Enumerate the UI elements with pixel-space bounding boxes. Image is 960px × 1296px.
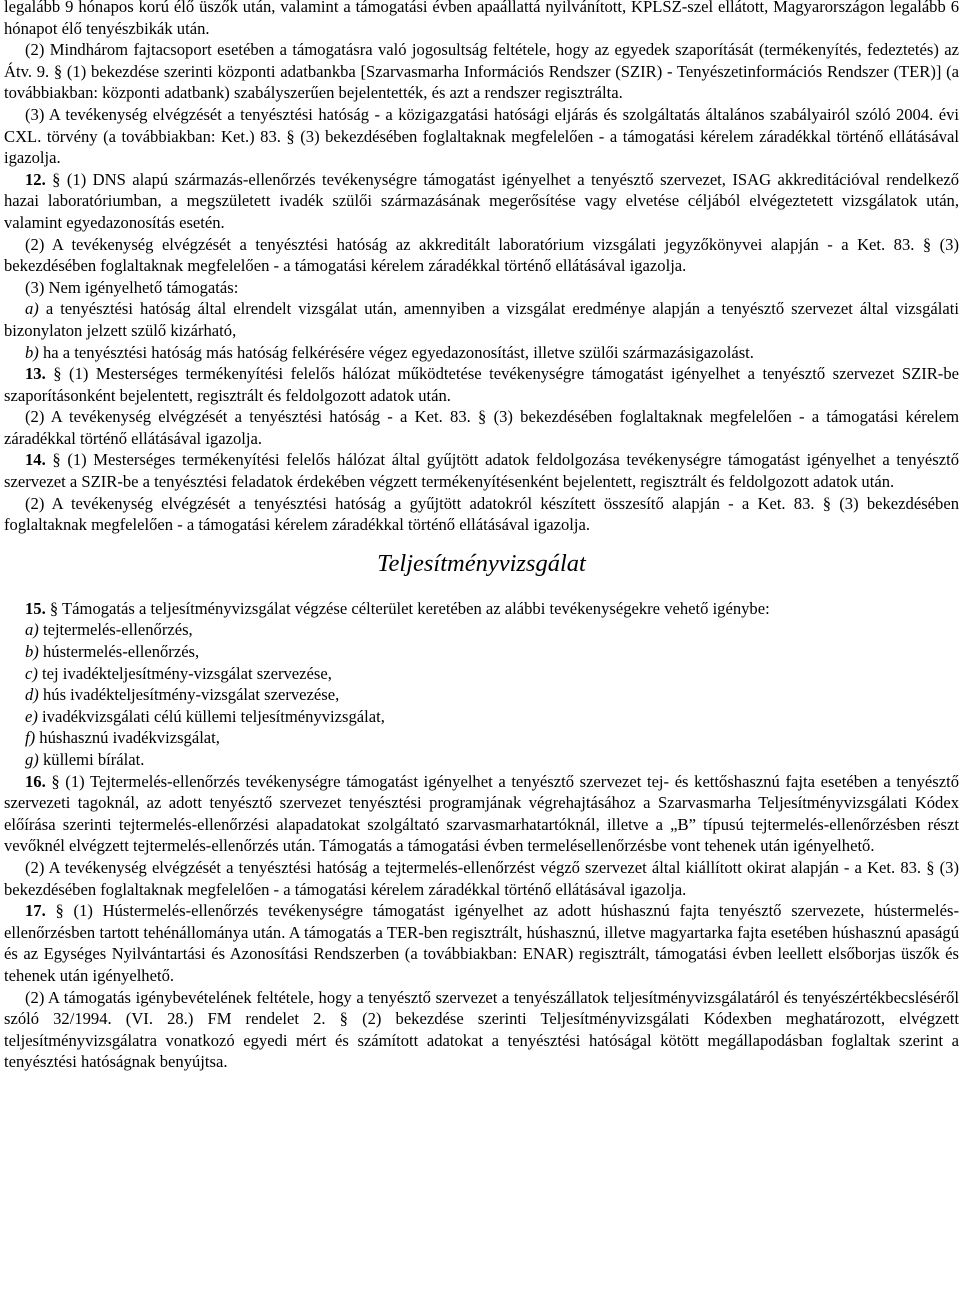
text-run: § (1) DNS alapú származás-ellenőrzés tevékenységre támogatást igényelhet a tenyésztő szervezet, ISAG akkreditációval rendelkező hazai laboratóriumban, a megszületett ivadék szülői származásának megerősítése vagy elvetése céljából elvégeztetett vizsgálatok után, valamint egyedazonosítás esetén. (4, 169, 959, 232)
paragraph (4, 857, 959, 900)
text-run: (2) A tevékenység elvégzését a tenyésztési hatóság a tejtermelés-ellenőrzést végző szervezet által kiállított okirat alapján - a Ket. 83. § (3) bekezdésében foglaltaknak megfelelően - a támogatási kérelem záradékkal történő ellátásával igazolja. (4, 857, 959, 899)
list-item (4, 619, 959, 641)
text-run: § (1) Tejtermelés-ellenőrzés tevékenységre támogatást igényelhet a tenyésztő szervezet tej- és kettőshasznú fajta esetében a tenyésztő szervezeti tagoknál, az adott tenyésztő szervezet tenyésztési programjának végrehajtásához a Szarvasmarha Teljesítményvizsgálati Kódex előírása szerinti tejtermelés-ellenőrzési alapadatokat szolgáltató szarvasmarhatartóknál, illetve a „B” típusú tejtermelés-ellenőrzésben részt vevőknél elvégzett tejtermelés-ellenőrzés után. Támogatás a támogatási évben termelésellenőrzésbe vont tehenek után igényelhető. (4, 771, 959, 856)
paragraph (4, 900, 959, 986)
list-item (4, 663, 959, 685)
item-marker: a) (25, 620, 39, 640)
text-run: § (1) Mesterséges termékenyítési felelős hálózat által gyűjtött adatok feldolgozása tevékenységre támogatást igényelhet a tenyésztő szervezet a SZIR-be a tenyésztési feladatok érdekében végzett termékenyítésenként bejelentett, regisztrált és feldolgozott adatok után. (4, 450, 959, 492)
item-marker: e) (25, 706, 38, 726)
paragraph (4, 298, 959, 341)
list-item (4, 641, 959, 663)
text-run: legalább 9 hónapos korú élő üszők után, valamint a támogatási évben apaállattá nyilvánított, KPLSZ-szel ellátott, Magyarországon legalább 6 hónapot élő tenyészbikák után. (4, 0, 959, 38)
paragraph (4, 598, 959, 620)
list-item (4, 684, 959, 706)
section-number: 17. (25, 901, 46, 921)
text-run: küllemi bírálat. (38, 750, 145, 769)
list-item (4, 706, 959, 728)
paragraph (4, 277, 959, 299)
text-run: tej ivadékteljesítmény-vizsgálat szervezése, (37, 663, 332, 683)
text-run: hús ivadékteljesítmény-vizsgálat szervezése, (38, 685, 340, 705)
item-marker: a) (25, 299, 39, 319)
item-marker: b) (25, 342, 39, 362)
text-run: ha a tenyésztési hatóság más hatóság felkérésére végez egyedazonosítást, illetve szülői származásigazolást. (38, 342, 754, 362)
section-number: 15. (25, 598, 46, 618)
text-run: (3) Nem igényelhető támogatás: (25, 277, 239, 297)
paragraph (4, 234, 959, 277)
paragraph (4, 104, 959, 169)
text-run: hústermelés-ellenőrzés, (38, 642, 200, 662)
section-number: 16. (25, 771, 46, 791)
paragraph (4, 0, 959, 39)
document-page (4, 0, 959, 1073)
paragraph (4, 449, 959, 492)
text-run: (2) A tevékenység elvégzését a tenyésztési hatóság a gyűjtött adatokról készített összesítő alapján - a Ket. 83. § (3) bekezdésében foglaltaknak megfelelően - a támogatási kérelem záradékkal történő ellátásával igazolja. (4, 493, 959, 535)
paragraph (4, 342, 959, 364)
text-run: (2) Mindhárom fajtacsoport esetében a támogatásra való jogosultság feltétele, hogy az egyedek szaporítását (termékenyítés, fedeztetés) az Átv. 9. § (1) bekezdése szerinti központi adatbankba [Szarvasmarha Információs Rendszer (SZIR) - Tenyészetinformációs Rendszer (TER)] (a továbbiakban: központi adatbank) szabályszerűen bejelentették, és azt a rendszer regisztrálta. (4, 40, 959, 103)
section-number: 13. (25, 364, 46, 384)
paragraph (4, 987, 959, 1073)
text-run: § Támogatás a teljesítményvizsgálat végzése célterület keretében az alábbi tevékenységekre vehető igénybe: (45, 598, 770, 618)
text-run: § (1) Mesterséges termékenyítési felelős hálózat működtetése tevékenységre támogatást igényelhet a tenyésztő szervezet SZIR-be szaporításonként bejelentett, regisztrált és feldolgozott adatok után. (4, 364, 959, 405)
item-marker: b) (25, 642, 39, 662)
item-marker: g) (25, 750, 39, 769)
text-run: § (1) Hústermelés-ellenőrzés tevékenységre támogatást igényelhet az adott húshasznú fajta tenyésztő szervezete, hústermelés-ellenőrzésben tartott tehénállománya után. A támogatás a TER-ben regisztrált, húshasznú, illetve magyartarka fajta esetében húshasznú apaságú és az Egységes Nyilvántartási és Azonosítási Rendszerben (a továbbiakban: ENAR) regisztrált, támogatási évben leellett elsőborjas üszők és tehenek után igényelhető. (4, 901, 959, 985)
item-marker: d) (25, 685, 39, 705)
text-run: a tenyésztési hatóság által elrendelt vizsgálat után, amennyiben a vizsgálat eredménye alapján a tenyésztő szervezet által vizsgálati bizonylaton jelzett szülő kizárható, (4, 299, 959, 340)
text-run: ivadékvizsgálati célú küllemi teljesítményvizsgálat, (37, 706, 385, 726)
section-heading (4, 547, 959, 581)
text-run: tejtermelés-ellenőrzés, (38, 620, 193, 640)
paragraph (4, 771, 959, 857)
text-run: (2) A tevékenység elvégzését a tenyésztési hatóság - a Ket. 83. § (3) bekezdésében foglaltaknak megfelelően - a támogatási kérelem záradékkal történő ellátásával igazolja. (4, 407, 959, 448)
list-item (4, 727, 959, 749)
text-run: (2) A tevékenység elvégzését a tenyésztési hatóság az akkreditált laboratórium vizsgálati jegyzőkönyvei alapján - a Ket. 83. § (3) bekezdésében foglaltaknak megfelelően - a támogatási kérelem záradékkal történő ellátásával igazolja. (4, 234, 959, 276)
text-run: (2) A támogatás igénybevételének feltétele, hogy a tenyésztő szervezet a tenyészállatok teljesítményvizsgálatáról és tenyészértékbecsléséről szóló 32/1994. (VI. 28.) FM rendelet 2. § (2) bekezdése szerinti Teljesítményvizsgálati Kódexben meghatározott, elvégzett teljesítményvizsgálatra vonatkozó egyedi mért és számított adatokat a tenyésztési hatóságal kötött megállapodásban foglaltak szerint a tenyésztési hatóságnak benyújtsa. (4, 987, 959, 1072)
paragraph (4, 406, 959, 449)
section-number: 14. (25, 450, 46, 470)
text-run: húshasznú ivadékvizsgálat, (35, 728, 220, 748)
list-item (4, 749, 959, 771)
item-marker: f) (25, 728, 36, 748)
section-number: 12. (25, 169, 46, 189)
paragraph (4, 493, 959, 536)
paragraph (4, 169, 959, 234)
text-run: Teljesítményvizsgálat (377, 549, 586, 577)
text-run: (3) A tevékenység elvégzését a tenyésztési hatóság - a közigazgatási hatósági eljárás és szolgáltatás általános szabályairól szóló 2004. évi CXL. törvény (a továbbiakban: Ket.) 83. § (3) bekezdésében foglaltaknak megfelelően - a támogatási kérelem záradékkal történő ellátásával igazolja. (4, 104, 959, 168)
paragraph (4, 39, 959, 104)
paragraph (4, 363, 959, 406)
item-marker: c) (25, 663, 38, 683)
